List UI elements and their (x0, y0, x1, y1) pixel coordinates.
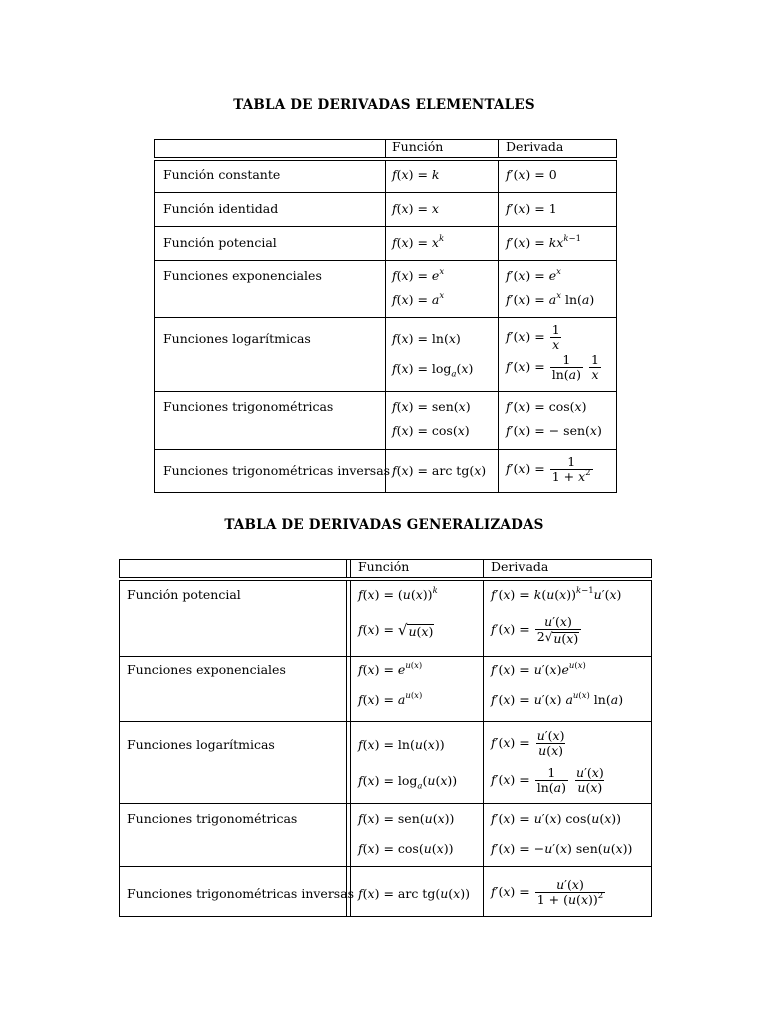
divider (119, 656, 652, 657)
formula-function: f(x) = cos(u(x)) (358, 841, 454, 856)
divider (350, 559, 351, 578)
formula-function: f(x) = cos(x) (392, 423, 470, 438)
divider (154, 226, 617, 227)
formula-function: f(x) = √ u(x) (358, 621, 434, 639)
formula-function: f(x) = k (392, 167, 440, 182)
formula-function: f(x) = x (392, 201, 439, 216)
formula-derivative: $f'(x) = a^x$ ln(a) (506, 290, 595, 307)
row-label: Funciones trigonométricas inversas (163, 463, 391, 478)
formula-derivative: $f'(x) = k(u(x))^{k-1}u'(x)$ (491, 585, 622, 602)
formula-derivative: f′(x) = $\frac{1}{\ln(a)}$ $\frac{1}{x}$ (506, 352, 599, 382)
formula-function: $f(x) = a^{u(x)}$ (358, 690, 423, 707)
row-label: Función identidad (163, 201, 279, 216)
formula-derivative: $f'(x) = e^x$ (506, 266, 561, 283)
divider (346, 559, 347, 578)
formula-derivative: $f'(x) = kx^{k-1}$ (506, 233, 582, 250)
row-label: Funciones trigonométricas (127, 811, 298, 826)
formula-function: f(x) = sen(x) (392, 399, 471, 414)
formula-derivative: f′(x) = $\frac{1}{1 + x^2}$ (506, 454, 591, 484)
divider (385, 139, 386, 158)
divider (483, 559, 484, 578)
row-label: Función potencial (127, 587, 241, 602)
formula-function: f(x) = sen(u(x)) (358, 811, 455, 826)
divider (154, 260, 617, 261)
table2-header-funcion: Función (358, 559, 410, 574)
formula-derivative: f′(x) = $\frac{u'(x)}{1 + (u(x))^2}$ (491, 877, 604, 907)
formula-function: $f(x) = a^x$ (392, 290, 445, 307)
formula-derivative: f′(x) = − sen(x) (506, 423, 602, 438)
divider (385, 160, 386, 493)
row-label: Función potencial (163, 235, 277, 250)
divider (498, 160, 499, 493)
divider (119, 803, 652, 804)
formula-function: f(x) = arc tg(u(x)) (358, 886, 470, 901)
formula-function: $f(x) = x^k$ (392, 233, 445, 250)
table1-title: TABLA DE DERIVADAS ELEMENTALES (233, 97, 535, 113)
row-label: Funciones trigonométricas inversas (127, 886, 355, 901)
formula-derivative: f′(x) = $\frac{u'(x)}{u(x)}$ (491, 728, 565, 758)
formula-derivative: f′(x) = cos(x) (506, 399, 587, 414)
formula-derivative: f′(x) = $\frac{1}{x}$ (506, 322, 560, 352)
formula-derivative: f′(x) = u′(x) 2 √ u(x) (491, 615, 582, 645)
divider (498, 139, 499, 158)
formula-derivative: $f'(x) = u'(x)e^{u(x)}$ (491, 660, 586, 677)
row-label: Funciones trigonométricas (163, 399, 334, 414)
formula-function: $f(x) = \log_a(x)$ (392, 361, 474, 380)
table2-header-derivada: Derivada (491, 559, 549, 574)
formula-derivative: f′(x) = u′(x) cos(u(x)) (491, 811, 622, 826)
divider (119, 721, 652, 722)
divider (154, 391, 617, 392)
row-label: Funciones exponenciales (163, 268, 322, 283)
divider (119, 866, 652, 867)
formula-derivative: f′(x) = 1 (506, 201, 557, 216)
divider (154, 449, 617, 450)
table1-header-derivada: Derivada (506, 139, 564, 154)
formula-function: f(x) = arc tg(x) (392, 463, 487, 478)
formula-function: f(x) = ln(u(x)) (358, 737, 445, 752)
formula-function: $f(x) = \log_a(u(x))$ (358, 773, 458, 792)
formula-derivative: f′(x) = −u′(x) sen(u(x)) (491, 841, 633, 856)
formula-derivative: f′(x) = 0 (506, 167, 557, 182)
formula-function: $f(x) = e^{u(x)}$ (358, 660, 423, 677)
divider (154, 192, 617, 193)
table2-title: TABLA DE DERIVADAS GENERALIZADAS (224, 517, 544, 533)
formula-derivative: f′(x) = u′(x) $a^{u(x)}$ ln(a) (491, 690, 624, 707)
row-label: Funciones logarítmicas (163, 331, 311, 346)
formula-derivative: f′(x) = $\frac{1}{\ln(a)}$ $\frac{u'(x)}{u(x)}$ (491, 765, 604, 795)
divider (154, 317, 617, 318)
formula-function: $f(x) = e^x$ (392, 266, 445, 283)
table1-header-funcion: Función (392, 139, 444, 154)
formula-function: f(x) = ln(x) (392, 331, 461, 346)
row-label: Funciones logarítmicas (127, 737, 275, 752)
formula-function: $f(x) = (u(x))^k$ (358, 585, 438, 602)
row-label: Funciones exponenciales (127, 662, 286, 677)
row-label: Función constante (163, 167, 281, 182)
